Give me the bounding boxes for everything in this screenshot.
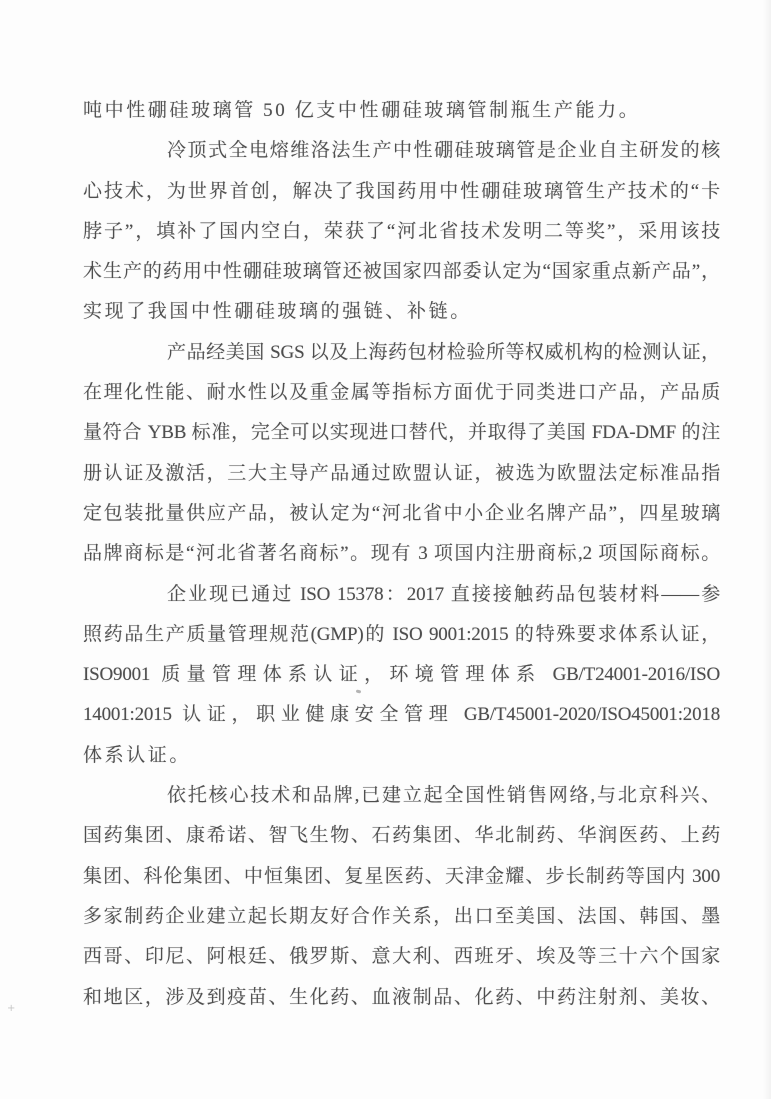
text-line: 14001:2015 认证，职业健康安全管理 GB/T45001-2020/ISO45001:2018 [83,704,720,726]
text-line: 依托核心技术和品牌,已建立起全国性销售网络,与北京科兴、 [167,785,720,807]
text-line: ISO9001 质量管理体系认证，环境管理体系 GB/T24001-2016/ISO [83,664,720,686]
text-line: 体系认证。 [83,744,192,766]
text-line: 脖子”，填补了国内空白，荣获了“河北省技术发明二等奖”，采用该技 [83,220,720,242]
text-line: 在理化性能、耐水性以及重金属等指标方面优于同类进口产品，产品质 [83,382,720,404]
text-line: 多家制药企业建立起长期友好合作关系，出口至美国、法国、韩国、墨 [83,905,720,927]
text-line: 定包装批量供应产品，被认定为“河北省中小企业名牌产品”，四星玻璃 [83,502,720,524]
text-line: 术生产的药用中性硼硅玻璃管还被国家四部委认定为“国家重点新产品”， [83,261,720,283]
text-line: 册认证及激活，三大主导产品通过欧盟认证，被选为欧盟法定标准品指 [83,462,720,484]
text-line: 照药品生产质量管理规范(GMP)的 ISO 9001:2015 的特殊要求体系认证， [83,623,720,645]
text-line: 西哥、印尼、阿根廷、俄罗斯、意大利、西班牙、埃及等三十六个国家 [83,946,720,968]
text-line: 品牌商标是“河北省著名商标”。现有 3 项国内注册商标,2 项国际商标。 [83,543,720,565]
text-line: 冷顶式全电熔维洛法生产中性硼硅玻璃管是企业自主研发的核 [167,140,720,162]
text-line: 量符合 YBB 标准，完全可以实现进口替代，并取得了美国 FDA-DMF 的注 [83,422,720,444]
text-line: 吨中性硼硅玻璃管 50 亿支中性硼硅玻璃管制瓶生产能力。 [83,100,641,121]
text-line: 和地区，涉及到疫苗、生化药、血液制品、化药、中药注射剂、美妆、 [83,986,720,1008]
document-text [83,91,720,1018]
text-line: 国药集团、康希诺、智飞生物、石药集团、华北制药、华润医药、上药 [83,825,720,847]
scan-edge-shadow [763,0,771,1099]
text-line: 心技术，为世界首创，解决了我国药用中性硼硅玻璃管生产技术的“卡 [83,180,720,202]
text-line: 实现了我国中性硼硅玻璃的强链、补链。 [83,301,472,323]
text-line: 企业现已通过 ISO 15378：2017 直接接触药品包装材料——参 [167,583,720,605]
scan-speck: + [7,1003,16,1014]
text-line: 产品经美国 SGS 以及上海药包材检验所等权威机构的检测认证， [167,341,720,363]
text-line: 集团、科伦集团、中恒集团、复星医药、天津金耀、步长制药等国内 300 [83,865,720,887]
